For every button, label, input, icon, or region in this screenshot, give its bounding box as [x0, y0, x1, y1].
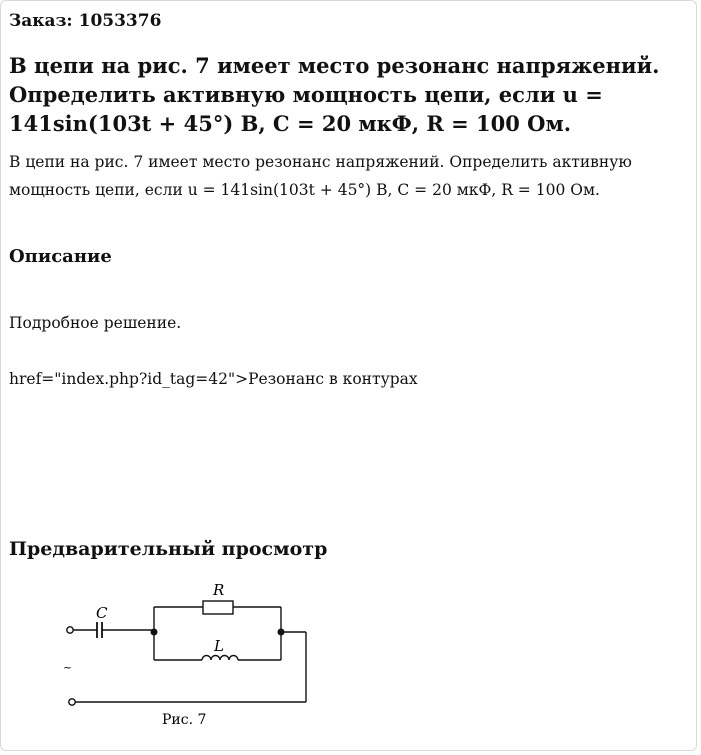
- source-symbol: ~: [63, 661, 73, 674]
- detail-text: Подробное решение.: [9, 314, 182, 332]
- terminal-bottom: [69, 699, 75, 705]
- resistor: [203, 601, 233, 614]
- label-r: R: [213, 581, 225, 599]
- node-right: [278, 629, 285, 636]
- inductor: [202, 656, 238, 661]
- label-c: C: [96, 604, 108, 622]
- label-l: L: [214, 637, 224, 655]
- terminal-top: [67, 627, 73, 633]
- task-description: В цепи на рис. 7 имеет место резонанс напряжений. Определить активную мощность цепи, если u = 141sin(103t + 45°) В, C = 20 мкФ, R = 100 Ом.: [9, 153, 632, 199]
- tag-link[interactable]: href="index.php?id_tag=42">Резонанс в контурах: [9, 370, 418, 388]
- order-number: Заказ: 1053376: [9, 11, 162, 31]
- figure-caption: Рис. 7: [162, 712, 207, 728]
- page-title: В цепи на рис. 7 имеет место резонанс напряжений. Определить активную мощность цепи, если u = 141sin(103t + 45°) В, C = 20 мкФ, R = 100 Ом.: [9, 53, 660, 136]
- preview-heading: Предварительный просмотр: [9, 538, 328, 560]
- node-left: [151, 629, 158, 636]
- description-heading: Описание: [9, 246, 112, 267]
- circuit-diagram: [56, 578, 326, 733]
